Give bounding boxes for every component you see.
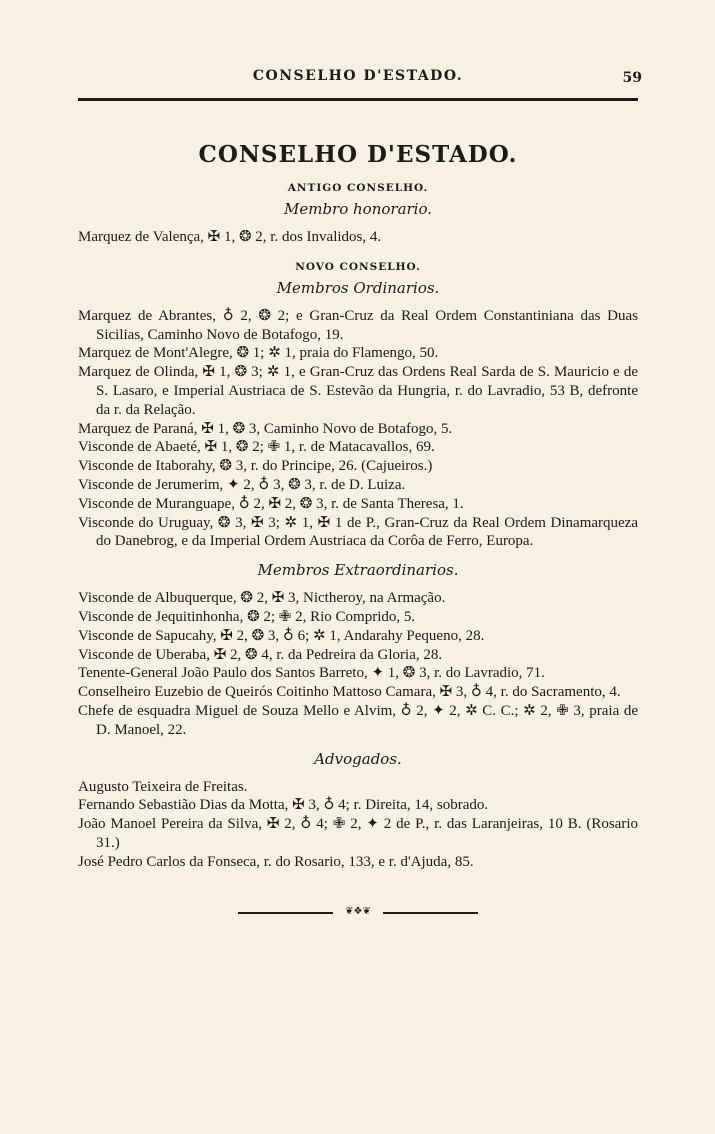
page-number: 59 xyxy=(622,70,642,86)
list-item: Visconde de Abaeté, ✠ 1, ❂ 2; ✙ 1, r. de Matacavallos, 69. xyxy=(78,439,435,456)
membros-ordinarios-heading: Membros Ordinarios. xyxy=(276,278,440,297)
list-item: Visconde de Muranguape, ♁ 2, ✠ 2, ❂ 3, r. de Santa Theresa, 1. xyxy=(78,495,464,512)
advogados-list xyxy=(78,778,638,872)
list-item: Visconde de Sapucahy, ✠ 2, ❂ 3, ♁ 6; ✲ 1, Andarahy Pequeno, 28. xyxy=(78,627,485,644)
novo-heading: NOVO CONSELHO. xyxy=(295,260,421,273)
list-item: Visconde de Jequitinhonha, ❂ 2; ✙ 2, Rio Comprido, 5. xyxy=(78,608,416,625)
list-item: Tenente-General João Paulo dos Santos Barreto, ✦ 1, ❂ 3, r. do Lavradio, 71. xyxy=(78,665,545,682)
membros-extraordinarios-heading: Membros Extraordinarios. xyxy=(257,561,459,580)
advogados-heading: Advogados. xyxy=(314,749,402,768)
list-item: Visconde de Itaborahy, ❂ 3, r. do Principe, 26. (Cajueiros.) xyxy=(78,458,433,475)
list-item: Marquez de Abrantes, ♁ 2, ❂ 2; e Gran-Cruz da Real Ordem Constantiniana das Duas Sicilias, Caminho Novo de Botafogo, 19. xyxy=(78,307,638,343)
ornament-knot-icon: ❦❖❦ xyxy=(333,907,383,917)
list-item: Marquez de Olinda, ✠ 1, ❂ 3; ✲ 1, e Gran-Cruz das Ordens Real Sarda de S. Mauricio e de S. Lasaro, e Imperial Austriaca de S. Estevão da Hungria, r. do Lavradio, 53 B, defronte da r. da Relação. xyxy=(78,364,638,418)
list-item: Visconde de Uberaba, ✠ 2, ❂ 4, r. da Pedreira da Gloria, 28. xyxy=(78,646,443,663)
list-item: Marquez de Valença, ✠ 1, ❂ 2, r. dos Invalidos, 4. xyxy=(78,229,382,245)
scroll-ornament-icon xyxy=(238,906,478,920)
section-title: CONSELHO D'ESTADO. xyxy=(198,141,518,168)
membro-honorario-heading: Membro honorario. xyxy=(283,200,433,218)
list-item: Augusto Teixeira de Freitas. xyxy=(78,778,248,795)
list-item: Visconde de Albuquerque, ❂ 2, ✠ 3, Nictheroy, na Armação. xyxy=(78,590,446,607)
header-rule xyxy=(78,98,638,101)
list-item: José Pedro Carlos da Fonseca, r. do Rosario, 133, e r. d'Ajuda, 85. xyxy=(78,853,474,870)
list-item: Marquez de Paraná, ✠ 1, ❂ 3, Caminho Novo de Botafogo, 5. xyxy=(78,420,453,437)
list-item: Fernando Sebastião Dias da Motta, ✠ 3, ♁ 4; r. Direita, 14, sobrado. xyxy=(78,797,489,814)
list-item: Visconde de Jerumerim, ✦ 2, ♁ 3, ❂ 3, r. de D. Luiza. xyxy=(78,476,406,493)
running-head xyxy=(78,62,642,90)
page xyxy=(78,62,642,920)
ordinarios-list xyxy=(78,307,638,551)
list-item: João Manoel Pereira da Silva, ✠ 2, ♁ 4; ✙ 2, ✦ 2 de P., r. das Laranjeiras, 10 B. (Rosario 31.) xyxy=(78,816,638,851)
list-item: Conselheiro Euzebio de Queirós Coitinho Mattoso Camara, ✠ 3, ♁ 4, r. do Sacramento, 4. xyxy=(78,684,621,701)
list-item: Chefe de esquadra Miguel de Souza Mello e Alvim, ♁ 2, ✦ 2, ✲ C. C.; ✲ 2, ✙ 3, praia de D. Manoel, 22. xyxy=(78,702,638,738)
list-item: Visconde do Uruguay, ❂ 3, ✠ 3; ✲ 1, ✠ 1 de P., Gran-Cruz da Real Ordem Dinamarqueza do Danebrog, e da Imperial Ordem Austriaca da Corôa de Ferro, Europa. xyxy=(78,514,638,550)
antigo-heading: ANTIGO CONSELHO. xyxy=(287,182,429,194)
running-title: CONSELHO D'ESTADO. xyxy=(252,68,464,84)
extraordinarios-list xyxy=(78,589,638,739)
list-item: Marquez de Mont'Alegre, ❂ 1; ✲ 1, praia do Flamengo, 50. xyxy=(78,345,439,362)
